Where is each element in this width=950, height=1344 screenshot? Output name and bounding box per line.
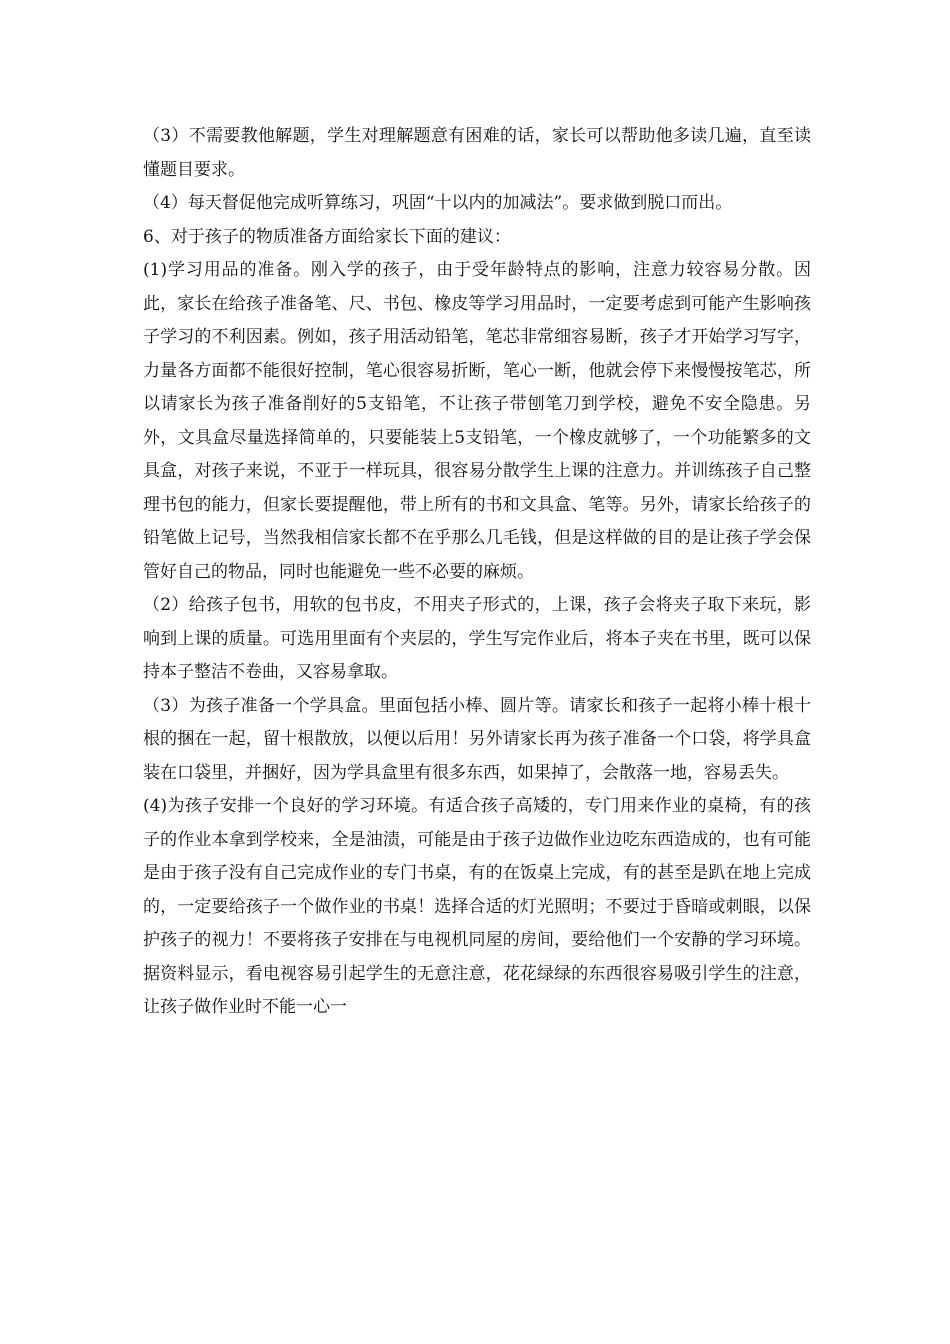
- paragraph-2-book-covers: （2）给孩子包书，用软的包书皮，不用夹子形式的，上课，孩子会将夹子取下来玩，影响到上课的质量。可选用里面有个夹层的，学生写完作业后，将本子夹在书里，既可以保持本子整洁不卷曲，又容易拿取。: [143, 595, 811, 682]
- paragraph-4-mental-arithmetic: （4）每天督促他完成听算练习，巩固“十以内的加减法”。要求做到脱口而出。: [143, 193, 733, 213]
- paragraph-1-school-supplies: (1)学习用品的准备。刚入学的孩子，由于受年龄特点的影响，注意力较容易分散。因此，家长在给孩子准备笔、尺、书包、橡皮等学习用品时，一定要考虑到可能产生影响孩子学习的不利因素。例如，孩子用活动铅笔，笔芯非常细容易断，孩子才开始学习写字，力量各方面都不能很好控制，笔心很容易折断，笔心一断，他就会停下来慢慢按笔芯，所以请家长为孩子准备削好的5支铅笔，不让孩子带刨笔刀到学校，避免不安全隐患。另外，文具盒尽量选择简单的，只要能装上5支铅笔，一个橡皮就够了，一个功能繁多的文具盒，对孩子来说，不亚于一样玩具，很容易分散学生上课的注意力。并训练孩子自己整理书包的能力，但家长要提醒他，带上所有的书和文具盒、笔等。另外，请家长给孩子的铅笔做上记号，当然我相信家长都不在乎那么几毛钱，但是这样做的目的是让孩子学会保管好自己的物品，同时也能避免一些不必要的麻烦。: [143, 260, 811, 582]
- document-body: [143, 120, 811, 1025]
- paragraph-3-no-teaching: （3）不需要教他解题，学生对理解题意有困难的话，家长可以帮助他多读几遍，直至读懂题目要求。: [143, 126, 811, 180]
- section-6-heading: 6、对于孩子的物质准备方面给家长下面的建议：: [143, 226, 511, 247]
- paragraph-4-study-environment: (4)为孩子安排一个良好的学习环境。有适合孩子高矮的，专门用来作业的桌椅，有的孩子的作业本拿到学校来，全是油渍，可能是由于孩子边做作业边吃东西造成的，也有可能是由于孩子没有自己完成作业的专门书桌，有的在饭桌上完成，有的甚至是趴在地上完成的，一定要给孩子一个做作业的书桌！选择合适的灯光照明；不要过于昏暗或刺眼，以保护孩子的视力！不要将孩子安排在与电视机同屋的房间，要给他们一个安静的学习环境。据资料显示，看电视容易引起学生的无意注意，花花绿绿的东西很容易吸引学生的注意，让孩子做作业时不能一心一: [143, 796, 811, 1017]
- paragraph-3-tool-box: （3）为孩子准备一个学具盒。里面包括小棒、圆片等。请家长和孩子一起将小棒十根十根的捆在一起，留十根散放，以便以后用！另外请家长再为孩子准备一个口袋，将学具盒装在口袋里，并捆好，因为学具盒里有很多东西，如果掉了，会散落一地，容易丢失。: [143, 695, 811, 783]
